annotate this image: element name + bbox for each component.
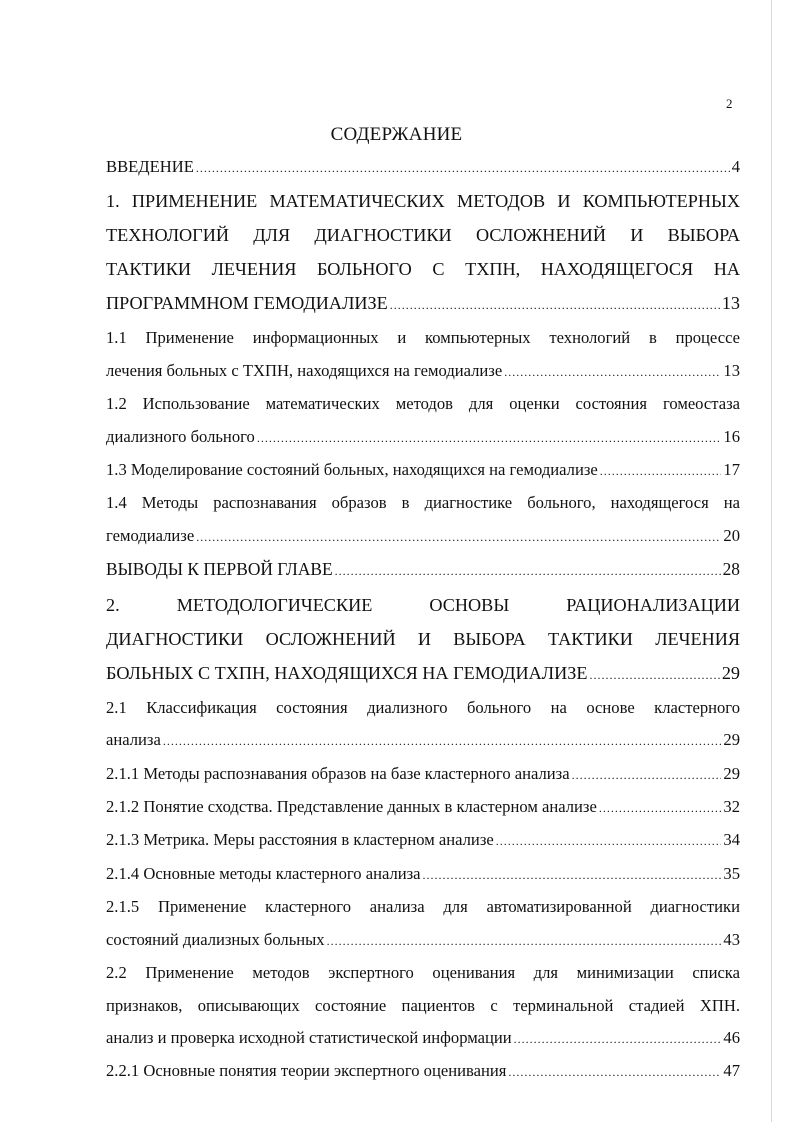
toc-leader-dots (514, 1023, 722, 1055)
toc-entry-text: ПРОГРАММНОМ ГЕМОДИАЛИЗЕ (106, 293, 388, 314)
page-edge-line (771, 0, 772, 1122)
toc-page-number: 13 (721, 293, 740, 314)
toc-entry-2-2[interactable] (106, 957, 740, 1055)
toc-entry-2-1-5[interactable] (106, 891, 740, 957)
toc-entry-chapter-2[interactable] (106, 588, 740, 692)
toc-page-number: 16 (723, 426, 740, 446)
toc-entry-line: 1.1 Применение информационных и компьютерных технологий в процессе (106, 328, 740, 348)
toc-entry-text: анализ и проверка исходной статистической информации (106, 1027, 512, 1047)
toc-entry-text: анализа (106, 730, 161, 750)
toc-entry-line: признаков, описывающих состояние пациентов с терминальной стадией ХПН. (106, 995, 740, 1015)
toc-entry-text: ВЫВОДЫ К ПЕРВОЙ ГЛАВЕ (106, 559, 333, 580)
toc-entry-line: 2.1 Классификация состояния диализного больного на основе кластерного (106, 697, 740, 717)
toc-entry-1-1[interactable] (106, 322, 740, 388)
toc-entry-text: 2.1.2 Понятие сходства. Представление данных в кластерном анализе (106, 797, 597, 817)
toc-page-number: 35 (723, 863, 740, 883)
toc-entry-line: ДИАГНОСТИКИ ОСЛОЖНЕНИЙ И ВЫБОРА ТАКТИКИ ЛЕЧЕНИЯ (106, 628, 740, 649)
toc-entry-line: ТАКТИКИ ЛЕЧЕНИЯ БОЛЬНОГО С ТХПН, НАХОДЯЩЕГОСЯ НА (106, 259, 740, 280)
toc-entry-line: 1. ПРИМЕНЕНИЕ МАТЕМАТИЧЕСКИХ МЕТОДОВ И КОМПЬЮТЕРНЫХ (106, 191, 740, 212)
toc-entry-text: 2.2.1 Основные понятия теории экспертного оценивания (106, 1061, 507, 1081)
toc-page-number: 20 (723, 525, 740, 545)
toc-entry-text: 2.1.1 Методы распознавания образов на базе кластерного анализа (106, 763, 570, 783)
toc-entry-2-1[interactable] (106, 692, 740, 758)
toc-page-number: 47 (723, 1061, 740, 1081)
toc-entry-2-1-1[interactable] (106, 758, 740, 791)
toc-leader-dots (600, 455, 722, 487)
toc-leader-dots (257, 422, 722, 454)
toc-entry-1-4[interactable] (106, 487, 740, 553)
toc-entry-text: 2.1.3 Метрика. Меры расстояния в кластерном анализе (106, 830, 494, 850)
toc-entry-chapter-1[interactable] (106, 184, 740, 322)
toc-leader-dots (599, 792, 722, 824)
page-number: 2 (726, 96, 733, 111)
toc-leader-dots (589, 658, 719, 692)
toc-entry-text: лечения больных с ТХПН, находящихся на гемодиализе (106, 360, 503, 380)
toc-leader-dots (196, 152, 730, 184)
toc-page-number: 29 (723, 730, 740, 750)
toc-entry-text: состояний диализных больных (106, 929, 325, 949)
toc-leader-dots (423, 859, 722, 891)
toc-leader-dots (163, 725, 722, 757)
toc-entry-text: ВВЕДЕНИЕ (106, 157, 194, 176)
page-title: СОДЕРЖАНИЕ (330, 124, 463, 145)
toc-entry-text: БОЛЬНЫХ С ТХПН, НАХОДЯЩИХСЯ НА ГЕМОДИАЛИЗЕ (106, 662, 588, 683)
toc-leader-dots (508, 1056, 721, 1088)
toc-entry-line: ТЕХНОЛОГИЙ ДЛЯ ДИАГНОСТИКИ ОСЛОЖНЕНИЙ И ВЫБОРА (106, 225, 740, 246)
toc-page-number: 34 (723, 830, 740, 850)
toc-entry-1-2[interactable] (106, 388, 740, 454)
toc-page-number: 43 (723, 929, 740, 949)
toc-page-number: 29 (721, 662, 740, 683)
toc-entry-text: 2.1.4 Основные методы кластерного анализа (106, 863, 421, 883)
toc-leader-dots (504, 356, 721, 388)
toc-leader-dots (390, 288, 720, 322)
toc-entry-2-1-4[interactable] (106, 858, 740, 891)
table-of-contents (106, 151, 740, 1089)
toc-page-number: 13 (723, 360, 740, 380)
toc-leader-dots (335, 555, 721, 588)
toc-entry-text: 1.3 Моделирование состояний больных, находящихся на гемодиализе (106, 460, 598, 480)
toc-leader-dots (572, 759, 722, 791)
toc-page-number: 32 (723, 797, 740, 817)
toc-entry-2-1-2[interactable] (106, 791, 740, 824)
toc-page-number: 4 (731, 157, 740, 176)
toc-entry-line: 2.2 Применение методов экспертного оценивания для минимизации списка (106, 963, 740, 983)
toc-page-number: 29 (723, 763, 740, 783)
toc-entry-text: диализного больного (106, 426, 255, 446)
toc-entry-line: 1.4 Методы распознавания образов в диагностике больного, находящегося на (106, 493, 740, 513)
toc-entry-line: 2. МЕТОДОЛОГИЧЕСКИЕ ОСНОВЫ РАЦИОНАЛИЗАЦИИ (106, 594, 740, 615)
toc-entry-text: гемодиализе (106, 525, 195, 545)
toc-entry-line: 1.2 Использование математических методов для оценки состояния гомеостаза (106, 394, 740, 414)
toc-entry-line: 2.1.5 Применение кластерного анализа для автоматизированной диагностики (106, 897, 740, 917)
toc-entry-1-3[interactable] (106, 454, 740, 487)
toc-entry-conclusions-chapter-1[interactable] (106, 553, 740, 588)
toc-page-number: 28 (722, 559, 740, 580)
toc-leader-dots (327, 925, 722, 957)
toc-leader-dots (196, 521, 721, 553)
toc-page-number: 46 (723, 1027, 740, 1047)
toc-page-number: 17 (723, 460, 740, 480)
toc-entry-2-1-3[interactable] (106, 824, 740, 857)
toc-entry-introduction[interactable] (106, 151, 740, 184)
toc-leader-dots (496, 825, 722, 857)
toc-entry-2-2-1[interactable] (106, 1055, 740, 1088)
